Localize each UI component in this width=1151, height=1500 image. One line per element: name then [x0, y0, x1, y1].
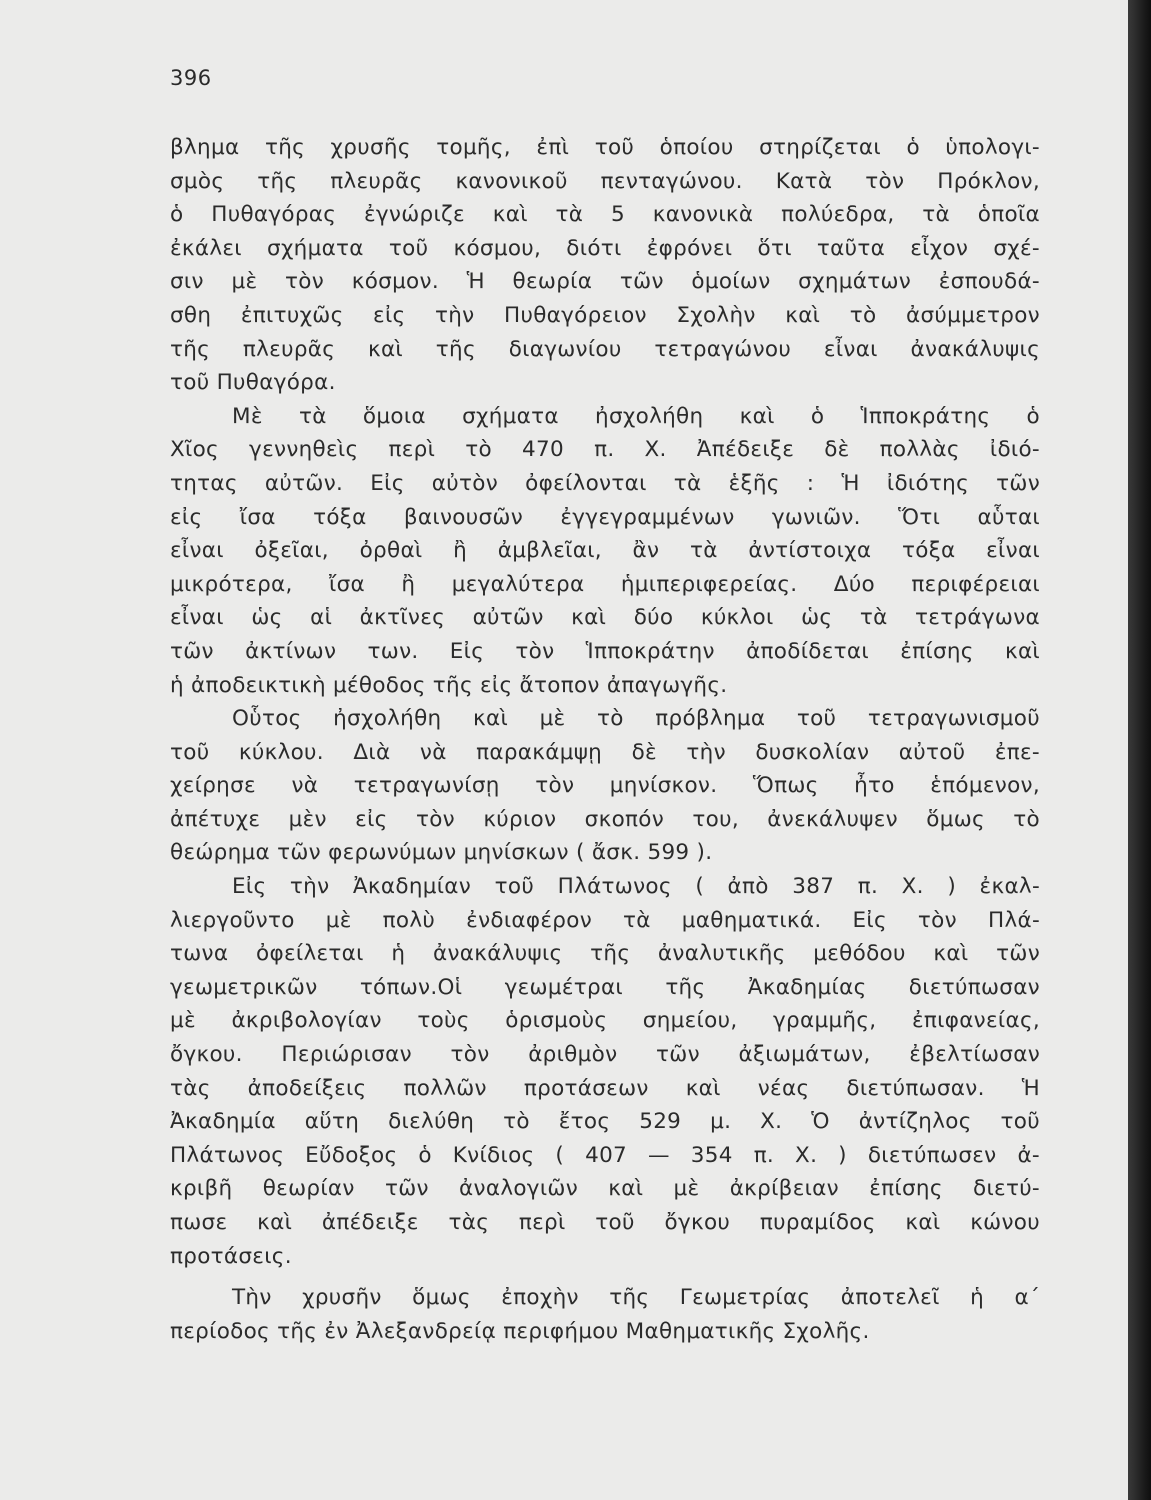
text-line: τοῦ κύκλου. Διὰ νὰ παρακάμψῃ δὲ τὴν δυσκολίαν αὐτοῦ ἐπε-	[170, 739, 1040, 765]
text-line: τῶν ἀκτίνων των. Εἰς τὸν Ἱπποκράτην ἀποδίδεται ἐπίσης καὶ	[170, 638, 1040, 664]
page-number: 396	[170, 66, 212, 90]
text-line: βλημα τῆς χρυσῆς τομῆς, ἐπὶ τοῦ ὁποίου στηρίζεται ὁ ὑπολογι-	[170, 135, 1040, 160]
text-line: ὄγκου. Περιώρισαν τὸν ἀριθμὸν τῶν ἀξιωμάτων, ἐβελτίωσαν	[170, 1042, 1040, 1068]
text-line: γεωμετρικῶν τόπων.Οἱ γεωμέτραι τῆς Ἀκαδημίας διετύπωσαν	[170, 974, 1040, 1000]
text-line: σθη ἐπιτυχῶς εἰς τὴν Πυθαγόρειον Σχολὴν καὶ τὸ ἀσύμμετρον	[170, 302, 1040, 328]
text-line: ἡ ἀποδεικτικὴ μέθοδος τῆς εἰς ἄτοπον ἀπαγωγῆς.	[170, 672, 728, 698]
text-line: Οὗτος ἠσχολήθη καὶ μὲ τὸ πρόβλημα τοῦ τετραγωνισμοῦ	[232, 706, 1040, 732]
text-line: τωνα ὀφείλεται ἡ ἀνακάλυψις τῆς ἀναλυτικῆς μεθόδου καὶ τῶν	[170, 941, 1040, 967]
text-line: Τὴν χρυσῆν ὅμως ἐποχὴν τῆς Γεωμετρίας ἀποτελεῖ ἡ α΄	[232, 1285, 1040, 1311]
text-line: μὲ ἀκριβολογίαν τοὺς ὁρισμοὺς σημείου, γραμμῆς, ἐπιφανείας,	[170, 1008, 1040, 1034]
text-line: τοῦ Πυθαγόρα.	[170, 370, 336, 396]
text-line: εἶναι ὡς αἱ ἀκτῖνες αὐτῶν καὶ δύο κύκλοι ὡς τὰ τετράγωνα	[170, 605, 1040, 631]
text-line: περίοδος τῆς ἐν Ἀλεξανδρείᾳ περιφήμου Μαθηματικῆς Σχολῆς.	[170, 1318, 870, 1344]
text-line: τὰς ἀποδείξεις πολλῶν προτάσεων καὶ νέας διετύπωσαν. Ἡ	[170, 1075, 1040, 1101]
text-line: τητας αὐτῶν. Εἰς αὐτὸν ὀφείλονται τὰ ἑξῆς : Ἡ ἰδιότης τῶν	[170, 470, 1040, 496]
text-line: κριβῆ θεωρίαν τῶν ἀναλογιῶν καὶ μὲ ἀκρίβειαν ἐπίσης διετύ-	[170, 1176, 1040, 1202]
text-line: εἰς ἴσα τόξα βαινουσῶν ἐγγεγραμμένων γωνιῶν. Ὅτι αὗται	[170, 504, 1040, 530]
text-line: μικρότερα, ἴσα ἢ μεγαλύτερα ἡμιπεριφερείας. Δύο περιφέρειαι	[170, 571, 1040, 597]
text-line: Εἰς τὴν Ἀκαδημίαν τοῦ Πλάτωνος ( ἀπὸ 387 π. Χ. ) ἐκαλ-	[232, 874, 1040, 900]
text-line: Χῖος γεννηθεὶς περὶ τὸ 470 π. Χ. Ἀπέδειξε δὲ πολλὰς ἰδιό-	[170, 437, 1040, 463]
text-line: θεώρημα τῶν φερωνύμων μηνίσκων ( ἄσκ. 599 ).	[170, 840, 713, 866]
text-line: ἐκάλει σχήματα τοῦ κόσμου, διότι ἐφρόνει ὅτι ταῦτα εἶχον σχέ-	[170, 235, 1040, 261]
text-line: ὁ Πυθαγόρας ἐγνώριζε καὶ τὰ 5 κανονικὰ πολύεδρα, τὰ ὁποῖα	[170, 202, 1040, 228]
text-line: τῆς πλευρᾶς καὶ τῆς διαγωνίου τετραγώνου εἶναι ἀνακάλυψις	[170, 336, 1040, 362]
text-line: εἶναι ὀξεῖαι, ὀρθαὶ ἢ ἀμβλεῖαι, ἂν τὰ ἀντίστοιχα τόξα εἶναι	[170, 538, 1040, 564]
text-line: Πλάτωνος Εὔδοξος ὁ Κνίδιος ( 407 — 354 π. Χ. ) διετύπωσεν ἀ-	[170, 1142, 1040, 1168]
text-line: χείρησε νὰ τετραγωνίσῃ τὸν μηνίσκον. Ὅπως ἦτο ἑπόμενον,	[170, 773, 1040, 799]
text-line: λιεργοῦντο μὲ πολὺ ἐνδιαφέρον τὰ μαθηματικά. Εἰς τὸν Πλά-	[170, 907, 1040, 933]
text-line: ἀπέτυχε μὲν εἰς τὸν κύριον σκοπόν του, ἀνεκάλυψεν ὅμως τὸ	[170, 806, 1040, 832]
paragraph-gap	[170, 1273, 1040, 1281]
text-line: προτάσεις.	[170, 1243, 292, 1269]
body-text	[170, 131, 1040, 1348]
scan-page-edge	[1128, 0, 1151, 1500]
text-line: σμὸς τῆς πλευρᾶς κανονικοῦ πενταγώνου. Κατὰ τὸν Πρόκλον,	[170, 168, 1040, 194]
text-line: σιν μὲ τὸν κόσμον. Ἡ θεωρία τῶν ὁμοίων σχημάτων ἐσπουδά-	[170, 269, 1040, 295]
text-line: πωσε καὶ ἀπέδειξε τὰς περὶ τοῦ ὄγκου πυραμίδος καὶ κώνου	[170, 1210, 1040, 1235]
text-line: Μὲ τὰ ὅμοια σχήματα ἠσχολήθη καὶ ὁ Ἱπποκράτης ὁ	[232, 403, 1040, 429]
text-line: Ἀκαδημία αὕτη διελύθη τὸ ἔτος 529 μ. Χ. Ὁ ἀντίζηλος τοῦ	[170, 1109, 1040, 1135]
